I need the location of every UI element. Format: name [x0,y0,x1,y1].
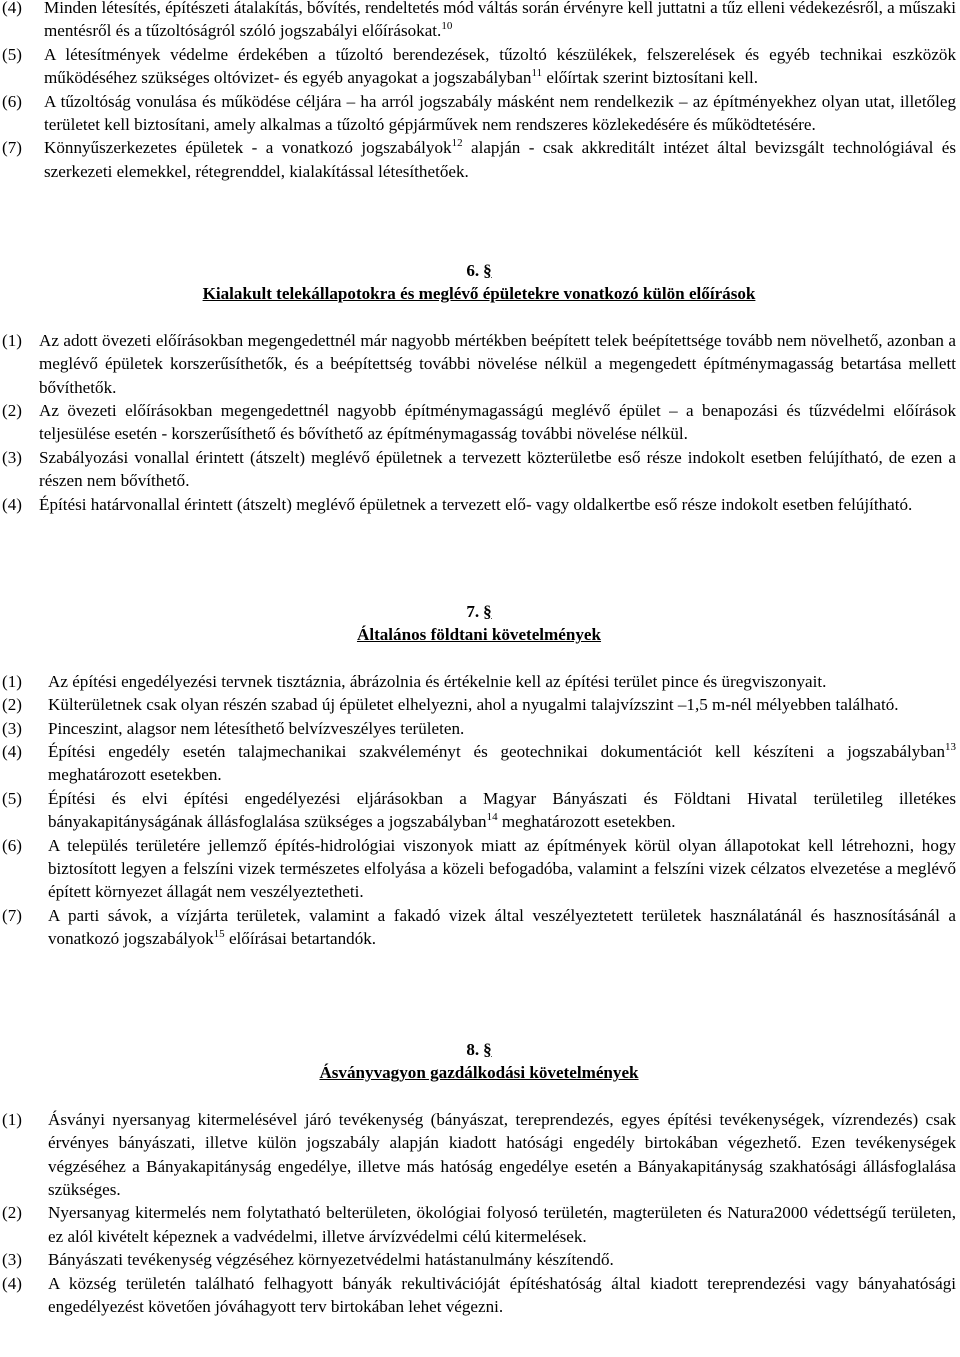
footnote-ref[interactable]: 13 [945,741,956,754]
paragraph [2,90,956,137]
paragraph-text: Pinceszint, alagsor nem létesíthető belvízveszélyes területen. [48,718,465,738]
paragraph-text: Könnyűszerkezetes épületek - a vonatkozó jogszabályok [44,138,452,158]
paragraph-symbol: § [483,261,492,280]
paragraph-text: Külterületnek csak olyan részén szabad új épületet elhelyezni, ahol a nyugalmi talajvízszint –1,5 m-nél mélyebben található. [48,695,899,715]
paragraph-number: (3) [2,447,22,467]
paragraph-text: A létesítmények védelme érdekében a tűzoltó berendezések, tűzoltó készülékek, felszerelések és egyéb technikai eszközök működéséhez szükséges oltóvizet- és egyéb anyagokat a jogszabályban [44,44,956,88]
paragraph-text: Az adott övezeti előírásokban megengedettnél már nagyobb mértékben beépített telek beépítettsége tovább nem növelhető, azonban a meglévő épületek korszerűsíthetők, és a beépítettség további növelése nélkül a megengedett építménymagasság betartása mellett bővíthetők. [39,330,956,397]
paragraph [2,787,956,834]
paragraph-number: (5) [2,44,22,64]
paragraph-number: (5) [2,788,22,808]
paragraph [2,740,956,787]
section-7 [2,600,956,951]
paragraph-text: Építési engedély esetén talajmechanikai szakvéleményt és geotechnikai dokumentációt kell készíteni a jogszabályban [48,742,945,762]
paragraph [2,693,956,716]
paragraph [2,446,956,493]
paragraph-number: (1) [2,671,22,691]
section-title: Kialakult telekállapotokra és meglévő épületekre vonatkozó külön előírások [202,284,756,304]
paragraph-number: (2) [2,695,22,715]
paragraph-number: (6) [2,835,22,855]
footnote-ref[interactable]: 12 [451,137,463,150]
paragraph [2,1272,956,1319]
paragraph [2,493,956,516]
paragraph-text: Nyersanyag kitermelés nem folytatható belterületen, ökológiai folyosó területén, magterületen és Natura2000 védettségű területen, ez alól kivételt képeznek a vadvédelmi, illetve árvízvédelmi célú kitermelések. [48,1203,956,1246]
section-6 [2,259,956,516]
section-heading [2,259,956,282]
paragraph-text: Bányászati tevékenység végzéséhez környezetvédelmi hatástanulmány készítendő. [48,1250,614,1270]
footnote-ref[interactable]: 11 [531,67,543,80]
paragraph [2,0,956,43]
paragraph-symbol: § [483,602,492,621]
paragraph [2,1248,956,1271]
paragraph [2,399,956,446]
paragraph-number: (3) [2,718,22,738]
paragraph-text-after: meghatározott esetekben. [48,765,222,785]
section-number: 7. [466,602,480,621]
section-heading [2,600,956,623]
paragraph-number: (6) [2,91,22,111]
paragraph-number: (7) [2,138,22,158]
footnote-ref[interactable]: 10 [441,20,453,33]
section-8 [2,1038,956,1318]
section-title: Ásványvagyon gazdálkodási követelmények [319,1063,639,1083]
paragraph-number: (4) [2,742,22,762]
paragraph-number: (3) [2,1250,22,1270]
paragraph-text: Építési határvonallal érintett (átszelt) meglévő épületnek a tervezett elő- vagy oldalkertbe eső része indokolt esetben felújítható. [39,494,913,514]
paragraph-text-after: előírásai betartandók. [224,929,377,949]
paragraph [2,329,956,399]
paragraph-text-after: előírtak szerint biztosítani kell. [542,68,759,88]
paragraph-text: A parti sávok, a vízjárta területek, valamint a fakadó vizek által veszélyeztetett területek használatánál és hasznosításánál a vonatkozó jogszabályok [48,905,956,949]
section-heading [2,1038,956,1061]
paragraph [2,670,956,693]
paragraph [2,717,956,740]
paragraph-symbol: § [483,1040,492,1059]
paragraph [2,904,956,951]
paragraph-text: Építési és elvi építési engedélyezési eljárásokban a Magyar Bányászati és Földtani Hivatal területileg illetékes bányakapitányságának állásfoglalása szükséges a jogszabályban [48,788,956,832]
footnote-ref[interactable]: 14 [486,811,498,824]
section-title: Általános földtani követelmények [356,625,602,645]
paragraph-text: Az építési engedélyezési tervnek tisztáznia, ábrázolnia és értékelnie kell az építési terület pince és üregviszonyait. [48,671,827,691]
intro-section [2,0,956,183]
paragraph-number: (4) [2,0,22,17]
paragraph-number: (4) [2,494,22,514]
paragraph-text: Minden létesítés, építészeti átalakítás, bővítés, rendeltetés mód váltás során érvényre kell juttatni a tűz elleni védekezésről, a műszaki mentésről és a tűzoltóságról szóló jogszabályi előírásokat. [44,0,956,41]
paragraph-text: Ásványi nyersanyag kitermelésével járó tevékenység (bányászat, tereprendezés, egyes építési tevékenységek, vízrendezés) csak érvényes bányászati, illetve külön jogszabály alapján kiadott hatósági engedély birtokában végezhető. Ezen tevékenységek végzéséhez a Bányakapitányság engedélye, illetve más hatóság engedélye esetén a Bányakapitányság szakhatósági állásfoglalása szükséges. [48,1109,956,1200]
paragraph-number: (7) [2,905,22,925]
paragraph-text: Az övezeti előírásokban megengedettnél nagyobb építménymagasságú meglévő épület – a benapozási és tűzvédelmi előírások teljesülése esetén - korszerűsíthető és bővíthető az építménymagasság további növelése nélkül. [39,401,956,444]
paragraph-number: (2) [2,401,22,421]
section-number: 6. [466,261,480,280]
paragraph-number: (4) [2,1273,22,1293]
paragraph [2,43,956,90]
section-number: 8. [466,1040,480,1059]
paragraph-number: (1) [2,330,22,350]
paragraph-text: A település területére jellemző építés-hidrológiai viszonyok miatt az építmények körül olyan állapotokat kell létrehozni, hogy biztosított legyen a felszíni vizek természetes elfolyása a közeli befogadóba, valamint a felszíni vizek célzatos elvezetése a meglévő épített környezet állagát nem veszélyeztetheti. [48,835,956,902]
paragraph-text: A tűzoltóság vonulása és működése céljára – ha arról jogszabály másként nem rendelkezik – az építményekhez olyan utat, illetőleg területet kell biztosítani, amely alkalmas a tűzoltó gépjárművek nem rendszeres közlekedésére és működtetésére. [44,91,956,135]
footnote-ref[interactable]: 15 [213,928,225,941]
paragraph-text-after: meghatározott esetekben. [497,812,676,832]
paragraph-text: A község területén található felhagyott bányák rekultivációját építéshatóság által kiadott tereprendezési vagy bányahatósági engedélyezést követően jóváhagyott terv birtokában lehet végezni. [48,1273,956,1317]
paragraph-text: Szabályozási vonallal érintett (átszelt) meglévő épületnek a tervezett közterületbe eső része indokolt esetben felújítható, de ezen a részen nem bővíthető. [39,447,956,491]
paragraph-number: (2) [2,1203,22,1223]
paragraph [2,1201,956,1248]
paragraph-number: (1) [2,1109,22,1129]
paragraph [2,834,956,904]
paragraph-text-after: alapján - csak akkreditált intézet által bevizsgált technológiával és szerkezeti elemekkel, rétegrenddel, kialakítással létesíthetőek. [44,138,956,181]
paragraph [2,1108,956,1202]
paragraph [2,136,956,183]
